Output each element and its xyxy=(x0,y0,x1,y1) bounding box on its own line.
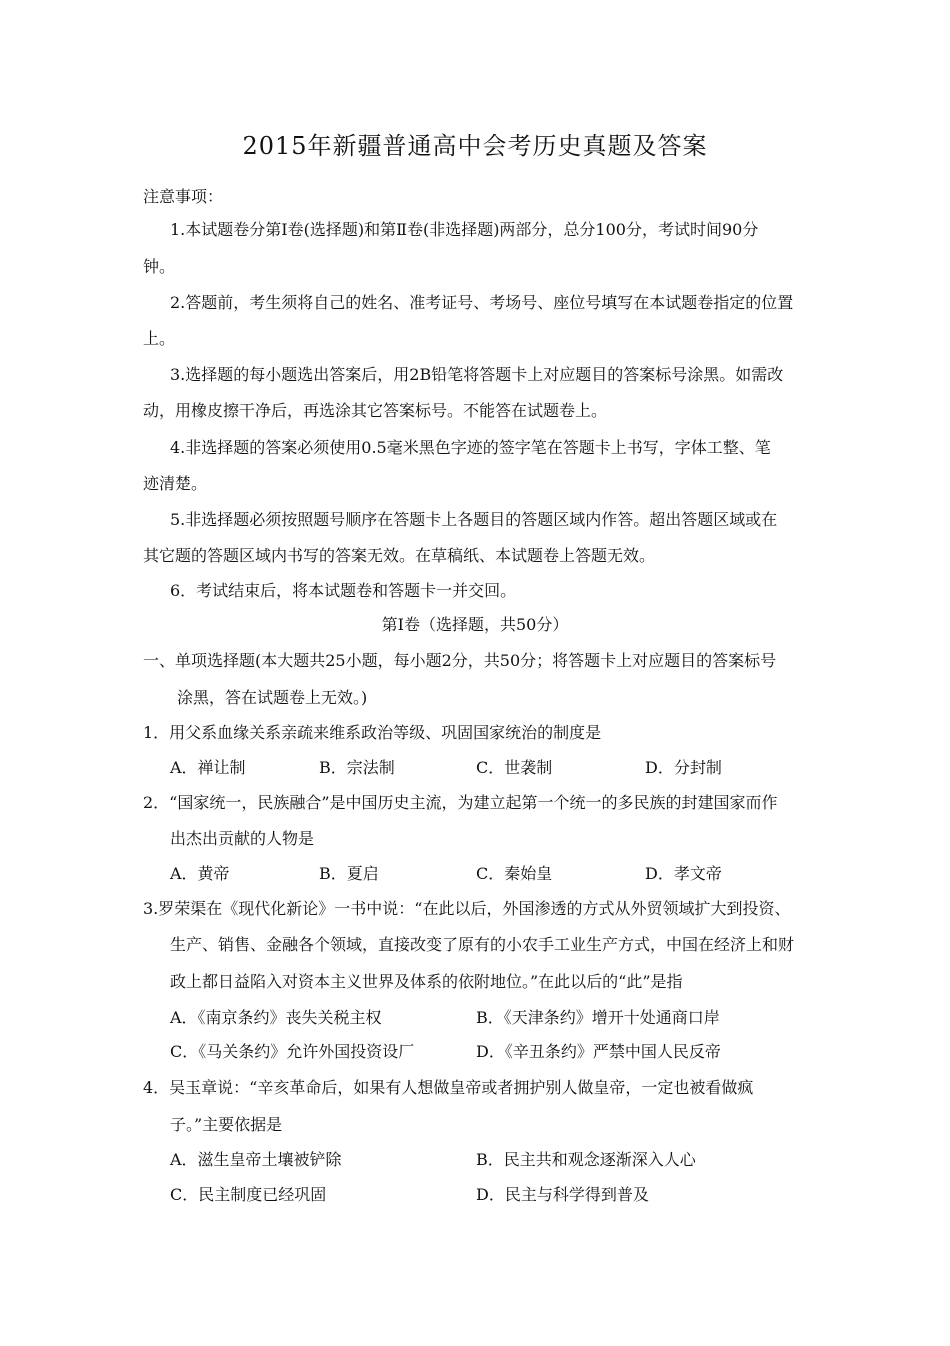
question-4-stem-line-1: 4．吴玉章说：“辛亥革命后，如果有人想做皇帝或者拥护别人做皇帝，一定也被看做疯 xyxy=(143,1078,754,1097)
notice-heading: 注意事项： xyxy=(143,187,224,206)
notice-item-4-line-1: 4.非选择题的答案必须使用0.5毫米黑色字迹的签字笔在答题卡上书写，字体工整、笔 xyxy=(170,438,771,457)
page-title: 2015年新疆普通高中会考历史真题及答案 xyxy=(242,132,708,160)
notice-item-3-line-2: 动，用橡皮擦干净后，再选涂其它答案标号。不能答在试题卷上。 xyxy=(143,401,608,420)
question-2-stem-line-2: 出杰出贡献的人物是 xyxy=(170,829,315,848)
question-1-option-b: B．宗法制 xyxy=(319,758,395,777)
question-3-option-c: C．《马关条约》允许外国投资设厂 xyxy=(170,1042,415,1061)
question-2-option-b: B．夏启 xyxy=(319,864,379,883)
part-one-instruction-line-1: 一、单项选择题(本大题共25小题，每小题2分，共50分；将答题卡上对应题目的答案标号 xyxy=(143,651,777,670)
notice-item-5-line-1: 5.非选择题必须按照题号顺序在答题卡上各题目的答题区域内作答。超出答题区域或在 xyxy=(170,510,778,529)
question-4-option-a: A．滋生皇帝土壤被铲除 xyxy=(170,1150,342,1169)
notice-item-6-line-1: 6．考试结束后，将本试题卷和答题卡一并交回。 xyxy=(170,581,517,600)
question-1-option-a: A．禅让制 xyxy=(170,758,246,777)
notice-item-1-line-1: 1.本试题卷分第Ⅰ卷(选择题)和第Ⅱ卷(非选择题)两部分，总分100分，考试时间90分 xyxy=(170,220,759,239)
question-4-option-c: C．民主制度已经巩固 xyxy=(170,1185,327,1204)
question-1-option-d: D．分封制 xyxy=(645,758,722,777)
question-2-option-d: D．孝文帝 xyxy=(645,864,722,883)
question-2-option-a: A．黄帝 xyxy=(170,864,230,883)
notice-item-4-line-2: 迹清楚。 xyxy=(143,474,208,493)
question-2-option-c: C．秦始皇 xyxy=(476,864,553,883)
question-3-stem-line-2: 生产、销售、金融各个领域，直接改变了原有的小农手工业生产方式，中国在经济上和财 xyxy=(170,935,795,954)
section-heading: 第Ⅰ卷（选择题，共50分） xyxy=(381,615,569,634)
question-1-stem: 1．用父系血缘关系亲疏来维系政治等级、巩固国家统治的制度是 xyxy=(143,723,602,742)
question-3-option-d: D．《辛丑条约》严禁中国人民反帝 xyxy=(476,1042,721,1061)
question-4-option-b: B．民主共和观念逐渐深入人心 xyxy=(476,1150,696,1169)
notice-item-3-line-1: 3.选择题的每小题选出答案后，用2B铅笔将答题卡上对应题目的答案标号涂黑。如需改 xyxy=(170,365,784,384)
notice-item-2-line-2: 上。 xyxy=(143,329,176,348)
notice-item-2-line-1: 2.答题前，考生须将自己的姓名、准考证号、考场号、座位号填写在本试题卷指定的位置 xyxy=(170,293,794,312)
question-3-stem-line-3: 政上都日益陷入对资本主义世界及体系的依附地位。”在此以后的“此”是指 xyxy=(170,972,683,991)
question-3-option-b: B．《天津条约》增开十处通商口岸 xyxy=(476,1008,720,1027)
question-1-option-c: C．世袭制 xyxy=(476,758,553,777)
notice-item-5-line-2: 其它题的答题区域内书写的答案无效。在草稿纸、本试题卷上答题无效。 xyxy=(143,546,656,565)
question-4-option-d: D．民主与科学得到普及 xyxy=(476,1185,649,1204)
question-4-stem-line-2: 子。”主要依据是 xyxy=(170,1115,283,1134)
question-2-stem-line-1: 2．“国家统一，民族融合”是中国历史主流，为建立起第一个统一的多民族的封建国家而作 xyxy=(143,793,778,812)
question-3-option-a: A．《南京条约》丧失关税主权 xyxy=(170,1008,382,1027)
part-one-instruction-line-2: 涂黑，答在试题卷上无效。) xyxy=(177,688,368,707)
notice-item-1-line-2: 钟。 xyxy=(143,257,176,276)
question-3-stem-line-1: 3.罗荣渠在《现代化新论》一书中说：“在此以后，外国渗透的方式从外贸领域扩大到投资、 xyxy=(143,899,791,918)
